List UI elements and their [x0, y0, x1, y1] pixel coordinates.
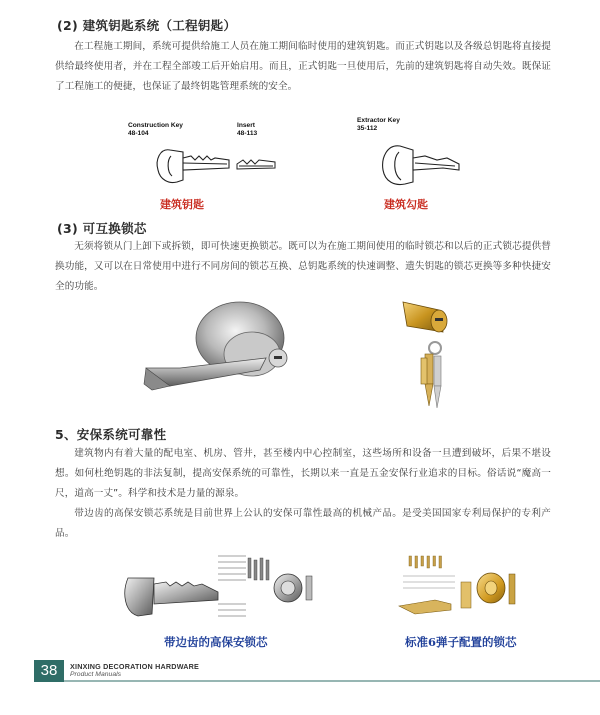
- cylinder-with-keys-image: [395, 296, 465, 424]
- page-number: 38: [34, 660, 64, 682]
- keys-illustration: [125, 138, 465, 198]
- extractor-key-icon: [383, 146, 459, 185]
- construction-key-icon: [157, 150, 229, 183]
- section-3-body: [55, 237, 551, 297]
- construction-key-label: Construction Key 48-104: [128, 122, 183, 137]
- section-3-heading: (3) 可互换锁芯: [57, 221, 147, 236]
- section-2-heading: (2) 建筑钥匙系统（工程钥匙）: [57, 18, 237, 33]
- high-security-caption: 带边齿的高保安锁芯: [164, 635, 268, 649]
- six-pin-caption: 标准6弹子配置的锁芯: [405, 635, 517, 649]
- section-5-body: [55, 444, 551, 544]
- insert-icon: [237, 160, 275, 169]
- construction-key-caption: 建筑钥匙: [160, 198, 204, 211]
- high-security-cylinder-diagram: [118, 548, 318, 630]
- section-5-paragraph-2: 带边齿的高保安锁芯系统是目前世界上公认的安保可靠性最高的机械产品。是受美国国家专利局保护的专利产品。: [55, 508, 551, 539]
- section-5-paragraph-1: 建筑物内有着大量的配电室、机房、管井，甚至楼内中心控制室，这些场所和设备一旦遭到破坏，后果不堪设想。如何杜绝钥匙的非法复制，提高安保系统的可靠性，长期以来一直是五金安保行业追求的目标。俗话说“魔高一尺，道高一丈”。科学和技术是力量的源泉。: [55, 448, 551, 499]
- section-3-paragraph: 无须将锁从门上卸下或拆锁，即可快速更换锁芯。既可以为在施工期间使用的临时锁芯和以后的正式锁芯提供替换功能，又可以在日常使用中进行不同房间的锁芯互换、总钥匙系统的快速调整、遗失钥匙的锁芯更换等多种快捷安全的功能。: [55, 241, 551, 292]
- six-pin-cylinder-diagram: [395, 548, 530, 630]
- footer-subtitle: Product Manuals: [70, 671, 122, 678]
- extractor-key-label: Extractor Key 35-112: [357, 117, 400, 132]
- extractor-key-caption: 建筑勾匙: [384, 198, 428, 211]
- insert-label: Insert 48-113: [237, 122, 258, 137]
- footer-brand: XINXING DECORATION HARDWARE: [70, 662, 200, 671]
- lever-lock-image: [140, 298, 310, 398]
- construction-keys-figure: [125, 117, 465, 215]
- section-2-body: [55, 37, 551, 97]
- section-5-heading: 5、安保系统可靠性: [55, 427, 167, 442]
- section-2-paragraph: 在工程施工期间，系统可提供给施工人员在施工期间临时使用的建筑钥匙。而正式钥匙以及各级总钥匙将直接提供给最终使用者，并在工程全部竣工后开始启用。而且，正式钥匙一旦使用后，先前的建筑钥匙将自动失效。既保证了工程施工的便捷，也保证了最终钥匙管理系统的安全。: [55, 41, 551, 92]
